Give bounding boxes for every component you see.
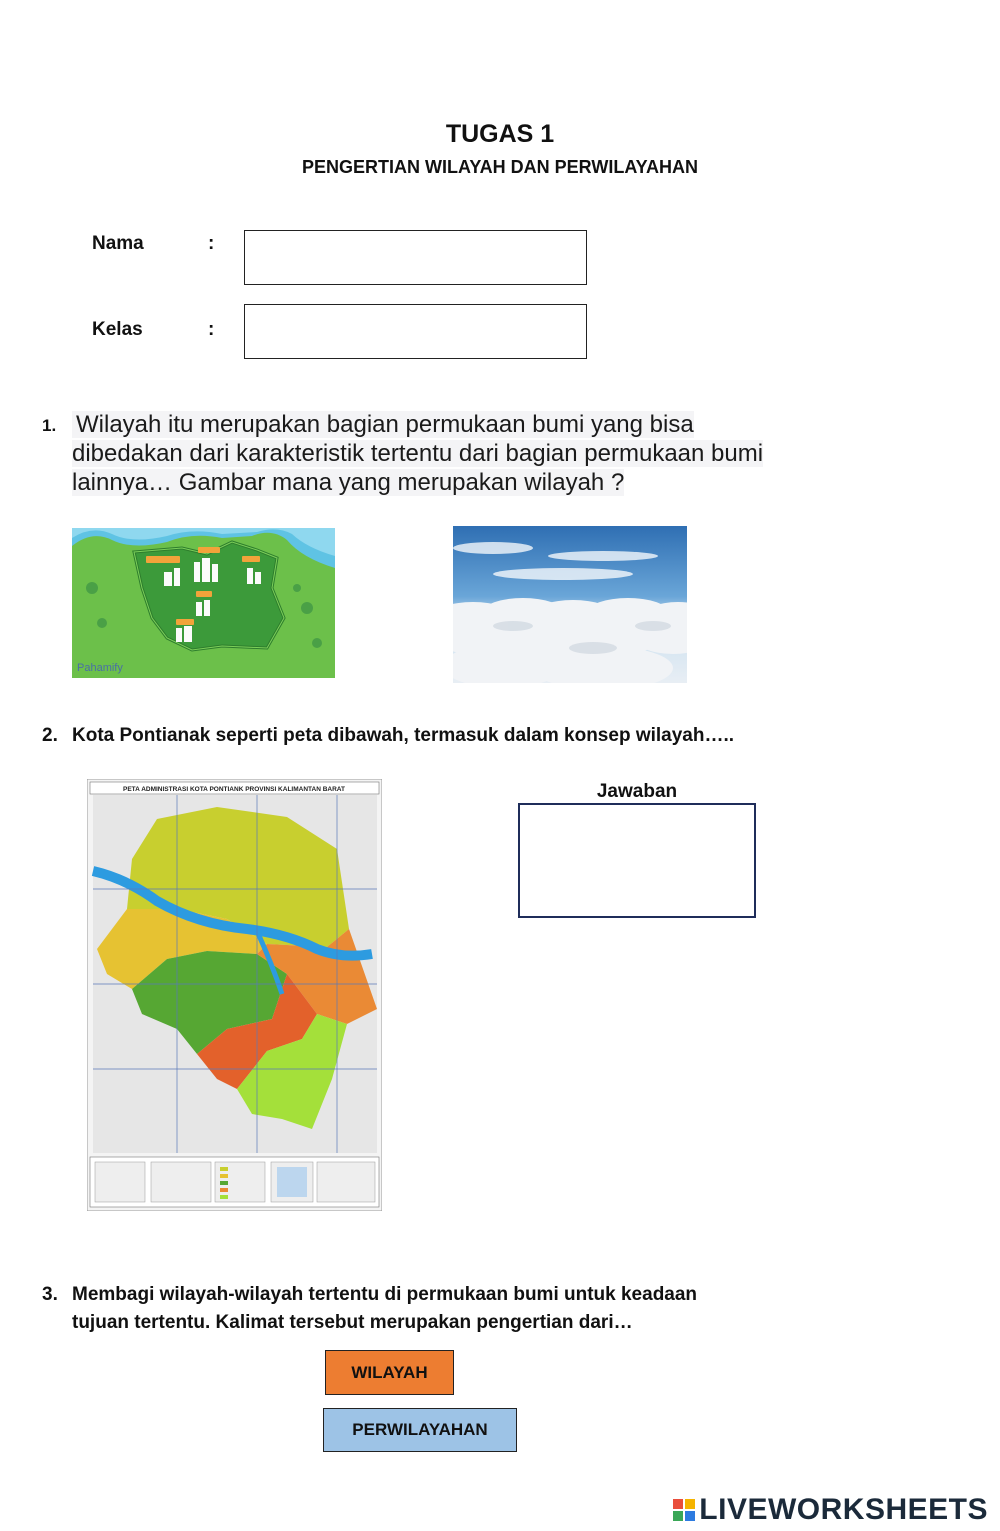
region-map-illustration — [72, 528, 335, 678]
q1-number: 1. — [42, 416, 57, 435]
liveworksheets-logo-text: LIVEWORKSHEETS — [699, 1493, 988, 1526]
map-title: PETA ADMINISTRASI KOTA PONTIANK PROVINSI KALIMANTAN BARAT — [123, 786, 345, 793]
page-title: TUGAS 1 — [445, 120, 555, 148]
kelas-label: Kelas — [92, 319, 143, 340]
nama-input[interactable] — [244, 230, 587, 285]
q1-line1: Wilayah itu merupakan bagian permukaan bumi yang bisa — [72, 411, 694, 438]
nama-label: Nama — [92, 233, 144, 254]
q3-number: 3. — [42, 1284, 58, 1305]
kelas-colon: : — [208, 319, 215, 340]
liveworksheets-logo-mark — [673, 1499, 695, 1521]
liveworksheets-logo — [673, 1493, 988, 1527]
option-wilayah-button[interactable]: WILAYAH — [325, 1350, 454, 1395]
q1-line3: lainnya… Gambar mana yang merupakan wilayah ? — [72, 469, 625, 496]
q3-line2: tujuan tertentu. Kalimat tersebut merupakan pengertian dari… — [72, 1312, 633, 1333]
option-perwilayahan-button[interactable]: PERWILAYAHAN — [323, 1408, 517, 1452]
sky-cloud-photo — [453, 526, 687, 683]
q1-text — [72, 410, 842, 497]
q3-line1: Membagi wilayah-wilayah tertentu di permukaan bumi untuk keadaan — [72, 1284, 698, 1305]
kelas-input[interactable] — [244, 304, 587, 359]
answer-label: Jawaban — [596, 781, 678, 802]
answer-box[interactable] — [518, 803, 756, 918]
nama-colon: : — [208, 233, 215, 254]
sky-cloud-image[interactable] — [453, 526, 687, 683]
pahamify-brand: Pahamify — [77, 662, 123, 674]
q2-number: 2. — [42, 725, 58, 746]
page-subtitle: PENGERTIAN WILAYAH DAN PERWILAYAHAN — [301, 157, 699, 177]
pontianak-map-illustration — [87, 779, 382, 1211]
q2-text: Kota Pontianak seperti peta dibawah, termasuk dalam konsep wilayah….. — [72, 725, 735, 746]
pontianak-map — [87, 779, 382, 1211]
q1-line2: dibedakan dari karakteristik tertentu dari bagian permukaan bumi — [72, 440, 764, 467]
region-map-image[interactable] — [72, 528, 335, 678]
